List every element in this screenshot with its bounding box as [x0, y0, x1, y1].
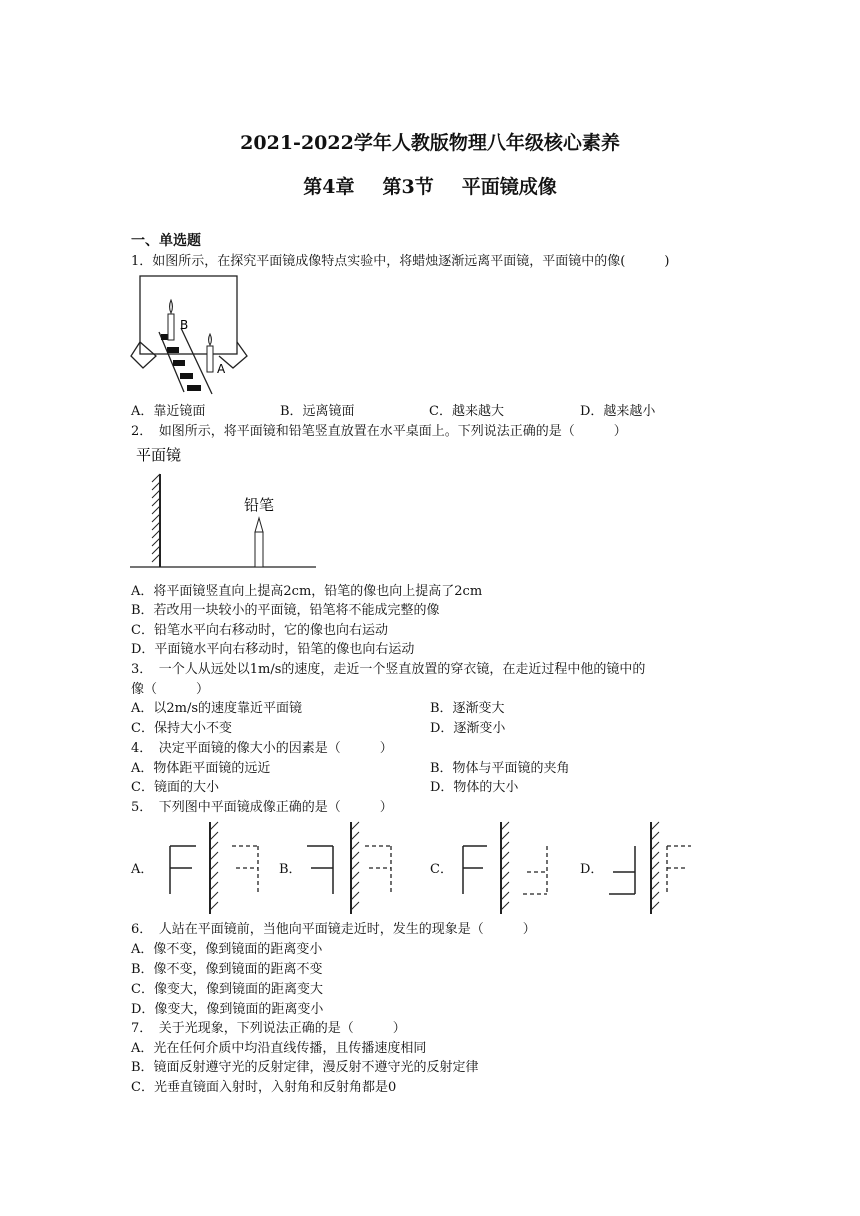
chapter-label: 第4章 [303, 176, 355, 198]
pencil-tip [255, 518, 263, 532]
flame-a [209, 334, 212, 345]
document-title: 2021-2022学年人教版物理八年级核心素养 [240, 132, 620, 154]
q6-option-a[interactable]: A．像不变，像到镜面的距离变小 [131, 942, 323, 957]
q7-option-b[interactable]: B．镜面反射遵守光的反射定律，漫反射不遵守光的反射定律 [131, 1060, 479, 1075]
q3-option-b[interactable]: B．逐渐变大 [430, 701, 505, 716]
q7-option-c[interactable]: C．光垂直镜面入射时，入射角和反射角都是0 [131, 1080, 397, 1095]
q1-stem: 1．如图所示，在探究平面镜成像特点实验中，将蜡烛逐渐远离平面镜，平面镜中的像( ) [131, 254, 670, 269]
q5-figure-a [160, 818, 270, 918]
section-label: 第3节 [382, 176, 434, 198]
q3-option-d[interactable]: D．逐渐变小 [430, 721, 506, 736]
q2-option-d[interactable]: D．平面镜水平向右移动时，铅笔的像也向右运动 [131, 642, 415, 657]
q7-option-a[interactable]: A．光在任何介质中均沿直线传播，且传播速度相同 [131, 1041, 427, 1056]
q1-candle-figure [129, 272, 249, 404]
q5-option-d-letter[interactable]: D． [580, 862, 604, 877]
flame-b [170, 300, 173, 313]
mirror-label: 平面镜 [136, 446, 182, 464]
q5-option-a-letter[interactable]: A． [131, 862, 154, 877]
q6-option-c[interactable]: C．像变大，像到镜面的距离变大 [131, 982, 323, 997]
q1-option-d[interactable]: D．越来越小 [580, 404, 656, 419]
q1-option-c[interactable]: C．越来越大 [429, 404, 504, 419]
q1-option-b[interactable]: B．远离镜面 [280, 404, 355, 419]
ruler-checkers [161, 334, 201, 391]
pencil-body [255, 532, 263, 567]
q5-option-b-letter[interactable]: B． [279, 862, 302, 877]
candle-a [207, 346, 213, 372]
q2-option-b[interactable]: B．若改用一块较小的平面镜，铅笔将不能成完整的像 [131, 603, 440, 618]
q5-stem: 5． 下列图中平面镜成像正确的是（ ） [131, 800, 393, 815]
q5-figure-c [455, 818, 565, 918]
label-b: B [180, 318, 189, 332]
q4-option-a[interactable]: A．物体距平面镜的远近 [131, 761, 271, 776]
q2-mirror-pencil-figure [130, 444, 320, 574]
candle-b [168, 314, 174, 340]
q3-stem-line2: 像（ ） [131, 682, 210, 697]
q2-option-a[interactable]: A．将平面镜竖直向上提高2cm，铅笔的像也向上提高了2cm [131, 584, 483, 599]
q7-stem: 7． 关于光现象，下列说法正确的是（ ） [131, 1021, 406, 1036]
label-a: A [217, 362, 226, 376]
q6-stem: 6． 人站在平面镜前，当他向平面镜走近时，发生的现象是（ ） [131, 922, 536, 937]
q5-figure-b [305, 818, 415, 918]
q5-option-c-letter[interactable]: C． [430, 862, 453, 877]
q3-option-c[interactable]: C．保持大小不变 [131, 721, 232, 736]
q1-option-a[interactable]: A．靠近镜面 [131, 404, 206, 419]
q6-option-b[interactable]: B．像不变，像到镜面的距离不变 [131, 962, 323, 977]
q4-option-d[interactable]: D．物体的大小 [430, 780, 519, 795]
q2-stem: 2． 如图所示，将平面镜和铅笔竖直放置在水平桌面上。下列说法正确的是（ ） [131, 424, 627, 439]
q4-stem: 4． 决定平面镜的像大小的因素是（ ） [131, 741, 393, 756]
q4-option-c[interactable]: C．镜面的大小 [131, 780, 219, 795]
topic-label: 平面镜成像 [461, 176, 557, 198]
q6-option-d[interactable]: D．像变大，像到镜面的距离变小 [131, 1002, 324, 1017]
pencil-label: 铅笔 [244, 496, 275, 514]
q3-stem-line1: 3． 一个人从远处以1m/s的速度，走近一个竖直放置的穿衣镜，在走近过程中他的镜中的 [131, 662, 646, 677]
glass-plate [140, 276, 237, 354]
q4-option-b[interactable]: B．物体与平面镜的夹角 [430, 761, 570, 776]
mirror-hatching [152, 474, 160, 562]
q3-option-a[interactable]: A．以2m/s的速度靠近平面镜 [131, 701, 303, 716]
q2-option-c[interactable]: C．铅笔水平向右移动时，它的像也向右运动 [131, 623, 388, 638]
document-subtitle [0, 172, 860, 199]
q5-figure-d [605, 818, 715, 918]
section-heading: 一、单选题 [131, 233, 201, 249]
